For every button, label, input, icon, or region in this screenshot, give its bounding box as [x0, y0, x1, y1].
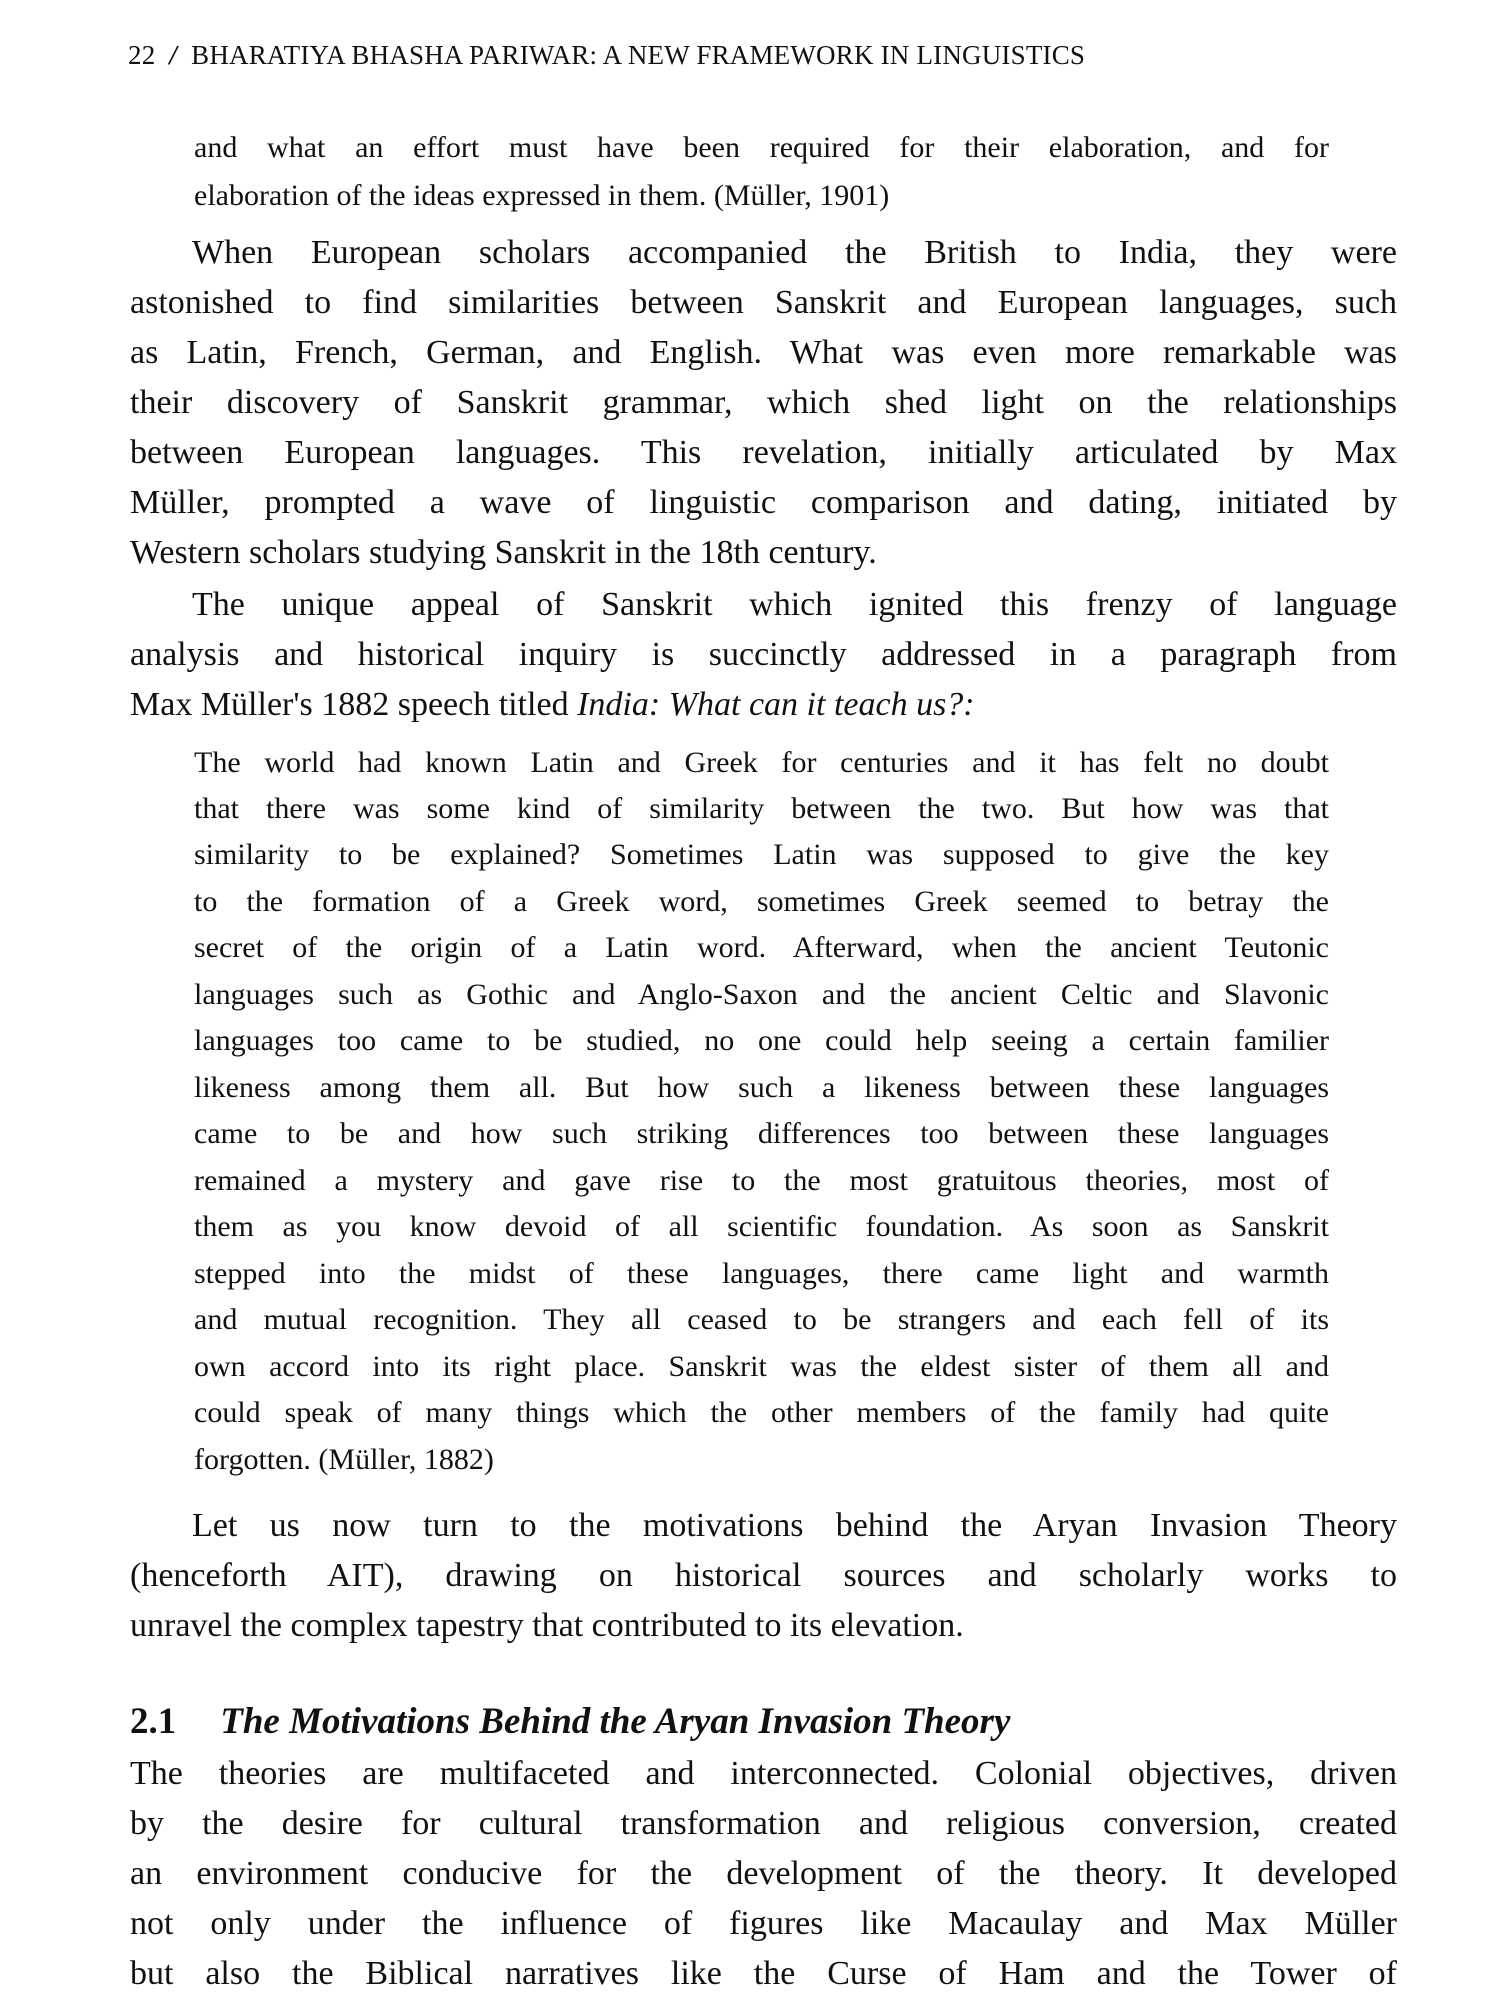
text-line: The world had known Latin and Greek for centuries and it has felt no doubt — [194, 746, 1329, 779]
text-line: astonished to find similarities between Sanskrit and European languages, such — [130, 284, 1397, 321]
text-line: their discovery of Sanskrit grammar, which shed light on the relationships — [130, 384, 1397, 421]
text-line: unravel the complex tapestry that contributed to its elevation. — [130, 1607, 964, 1644]
text-line: analysis and historical inquiry is succinctly addressed in a paragraph from — [130, 636, 1397, 673]
text-line: forgotten. (Müller, 1882) — [194, 1443, 494, 1476]
text-line: and what an effort must have been required for their elaboration, and for — [194, 131, 1329, 164]
text-line: between European languages. This revelation, initially articulated by Max — [130, 434, 1397, 471]
text-line: as Latin, French, German, and English. What was even more remarkable was — [130, 334, 1397, 371]
text-line: languages too came to be studied, no one could help seeing a certain familier — [194, 1024, 1329, 1057]
text-line: to the formation of a Greek word, sometimes Greek seemed to betray the — [194, 885, 1329, 918]
text-line: When European scholars accompanied the British to India, they were — [192, 234, 1397, 271]
text-line: own accord into its right place. Sanskrit was the eldest sister of them all and — [194, 1350, 1329, 1383]
header-separator: / — [169, 40, 178, 70]
text-line: The unique appeal of Sanskrit which ignited this frenzy of language — [192, 586, 1397, 623]
text-line: remained a mystery and gave rise to the most gratuitous theories, most of — [194, 1164, 1329, 1197]
text-line: and mutual recognition. They all ceased to be strangers and each fell of its — [194, 1303, 1329, 1336]
book-title: BHARATIYA BHASHA PARIWAR: A NEW FRAMEWORK IN LINGUISTICS — [191, 40, 1086, 70]
text-line: likeness among them all. But how such a likeness between these languages — [194, 1071, 1329, 1104]
section-heading — [130, 1700, 1010, 1743]
text-line: Let us now turn to the motivations behind the Aryan Invasion Theory — [192, 1507, 1397, 1544]
text-line: (henceforth AIT), drawing on historical sources and scholarly works to — [130, 1557, 1397, 1594]
text-line: them as you know devoid of all scientific foundation. As soon as Sanskrit — [194, 1210, 1329, 1243]
text-line: stepped into the midst of these languages, there came light and warmth — [194, 1257, 1329, 1290]
text-line: languages such as Gothic and Anglo-Saxon and the ancient Celtic and Slavonic — [194, 978, 1329, 1011]
text-line: secret of the origin of a Latin word. Afterward, when the ancient Teutonic — [194, 931, 1329, 964]
text-line: could speak of many things which the other members of the family had quite — [194, 1396, 1329, 1429]
text-line: that there was some kind of similarity between the two. But how was that — [194, 792, 1329, 825]
text-line: The theories are multifaceted and interconnected. Colonial objectives, driven — [130, 1755, 1397, 1792]
text-line: not only under the influence of figures like Macaulay and Max Müller — [130, 1905, 1397, 1942]
text-line — [130, 685, 1397, 725]
page-number: 22 — [128, 40, 156, 70]
text-segment: Max Müller's 1882 speech titled — [130, 686, 578, 723]
text-line: an environment conducive for the development of the theory. It developed — [130, 1855, 1397, 1892]
text-line: elaboration of the ideas expressed in them. (Müller, 1901) — [194, 179, 890, 212]
text-line: Western scholars studying Sanskrit in the 18th century. — [130, 534, 877, 571]
text-line: similarity to be explained? Sometimes Latin was supposed to give the key — [194, 838, 1329, 871]
text-line: Müller, prompted a wave of linguistic comparison and dating, initiated by — [130, 484, 1397, 521]
section-number: 2.1 — [130, 1701, 177, 1742]
section-title: The Motivations Behind the Aryan Invasion Theory — [220, 1701, 1011, 1742]
text-line: but also the Biblical narratives like the Curse of Ham and the Tower of — [130, 1955, 1397, 1992]
speech-title: India: What can it teach us?: — [577, 686, 975, 723]
running-header — [128, 40, 1085, 71]
text-line: by the desire for cultural transformation and religious conversion, created — [130, 1805, 1397, 1842]
text-line: came to be and how such striking differences too between these languages — [194, 1117, 1329, 1150]
